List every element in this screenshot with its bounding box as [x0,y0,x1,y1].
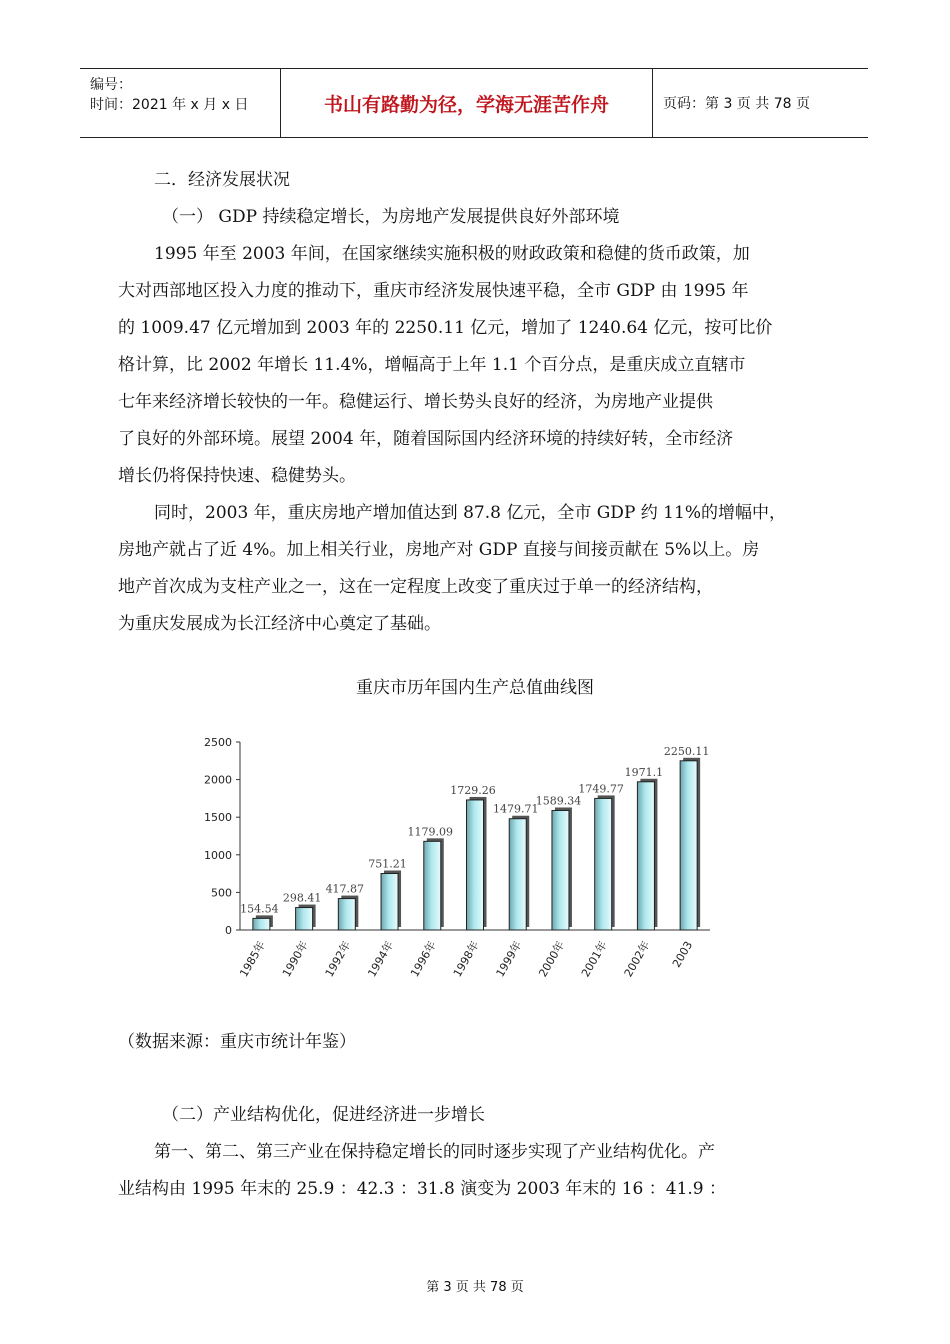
subsection-heading-1: （一） GDP 持续稳定增长，为房地产发展提供良好外部环境 [162,207,620,227]
header-page-info: 页码：第 3 页 共 78 页 [663,96,810,112]
x-tick-label: 2003 [669,939,696,970]
bar [680,761,697,930]
bar [467,800,484,930]
bar [381,874,398,930]
page-header [80,68,868,138]
data-label: 1749.77 [578,782,624,796]
y-tick-label: 0 [225,924,232,937]
bar [296,908,313,930]
paragraph-line: 的 1009.47 亿元增加到 2003 年的 2250.11 亿元，增加了 1240.64 亿元，按可比价 [118,318,773,338]
x-tick-label: 2002年 [621,939,653,980]
data-label: 2250.11 [663,744,710,758]
x-tick-label: 1994年 [365,939,397,980]
x-tick-label: 1990年 [279,939,311,980]
paragraph-line: 1995 年至 2003 年间，在国家继续实施积极的财政政策和稳健的货币政策，加 [154,244,750,264]
data-label: 417.87 [325,882,365,896]
y-tick-label: 2500 [204,736,232,749]
paragraph-line: 七年来经济增长较快的一年。稳健运行、增长势头良好的经济，为房地产业提供 [118,392,713,412]
section-economy [118,162,838,643]
bar [595,798,612,930]
bar [552,810,569,930]
y-tick-label: 1500 [204,811,232,825]
bar [338,899,355,930]
gdp-bar-chart [190,730,730,990]
x-tick-label: 1996年 [408,939,439,980]
section-heading: 二．经济发展状况 [154,170,290,190]
x-tick-label: 1985年 [237,939,268,980]
data-label: 298.41 [282,891,322,905]
paragraph-line: 大对西部地区投入力度的推动下，重庆市经济发展快速平稳，全市 GDP 由 1995 年 [118,281,749,301]
paragraph-line: 同时，2003 年，重庆房地产增加值达到 87.8 亿元，全市 GDP 约 11%的增幅中， [154,503,786,523]
paragraph-line: 第一、第二、第三产业在保持稳定增长的同时逐步实现了产业结构优化。产 [154,1142,715,1162]
paragraph-line: 为重庆发展成为长江经济中心奠定了基础。 [118,614,441,634]
data-label: 1729.26 [450,783,496,797]
x-tick-label: 2000年 [536,939,568,980]
paragraph-line: 增长仍将保持快速、稳健势头。 [118,466,356,486]
header-motto: 书山有路勤为径，学海无涯苦作舟 [281,69,653,137]
data-label: 751.21 [368,857,407,871]
chart-title: 重庆市历年国内生产总值曲线图 [356,678,594,698]
data-label: 154.54 [240,902,279,916]
paragraph-line: 了良好的外部环境。展望 2004 年，随着国际国内经济环境的持续好转，全市经济 [118,429,734,449]
data-label: 1971.1 [624,765,664,779]
page-footer: 第 3 页 共 78 页 [426,1280,524,1295]
source-note: （数据来源：重庆市统计年鉴） [118,1032,356,1052]
data-label: 1479.71 [492,802,539,816]
bar [253,918,270,930]
bar [509,819,526,930]
paragraph-line: 格计算，比 2002 年增长 11.4%，增幅高于上年 1.1 个百分点，是重庆成立直辖市 [118,355,746,375]
paragraph-line: 地产首次成为支柱产业之一，这在一定程度上改变了重庆过于单一的经济结构， [118,577,713,597]
code-label: 编号： [90,77,132,93]
y-tick-label: 500 [211,886,232,900]
x-tick-label: 1992年 [322,939,354,980]
section-industry [118,1097,838,1208]
bar [424,841,441,930]
data-label: 1589.34 [535,794,582,808]
x-tick-label: 2001年 [579,939,610,980]
time-label: 时间：2021 年 x 月 x 日 [90,97,249,113]
paragraph-line: 业结构由 1995 年末的 25.9 ：42.3 ：31.8 演变为 2003 年末的 16 ：41.9 ： [118,1179,727,1199]
x-tick-label: 1998年 [450,939,482,980]
data-label: 1179.09 [407,825,454,839]
header-meta [80,69,281,137]
y-tick-label: 2000 [204,773,232,787]
paragraph-line: 房地产就占了近 4%。加上相关行业，房地产对 GDP 直接与间接贡献在 5%以上。房 [118,540,760,560]
x-tick-label: 1999年 [493,939,525,980]
subsection-heading-2: （二）产业结构优化，促进经济进一步增长 [162,1105,485,1125]
bar [637,782,654,930]
y-tick-label: 1000 [204,848,232,862]
